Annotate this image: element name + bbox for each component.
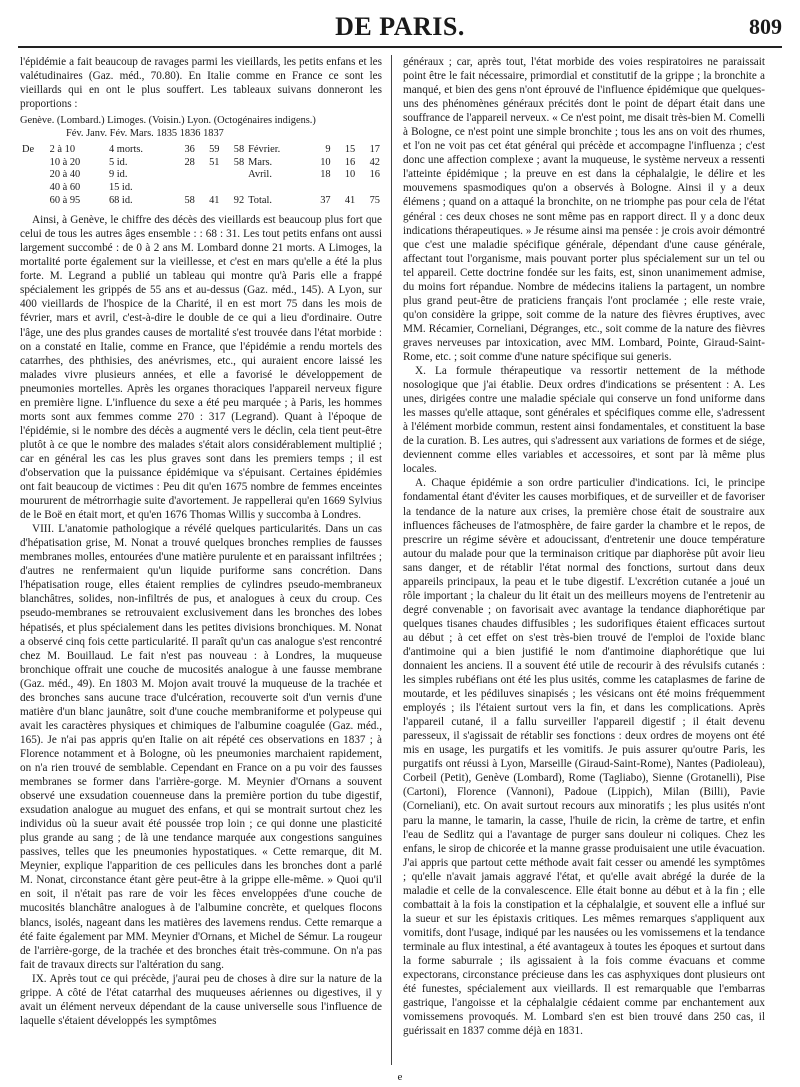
table-cell: 4 morts. <box>108 144 143 156</box>
table-cell: 58 <box>233 144 245 156</box>
indications-paragraph: A. Chaque épidémie a son ordre particulier d'indications. Ici, le principe fondamental étant d'éviter les causes morbifiques, et de surveiller et de favoriser la tendance de la nature aux crises, la première chose était de soustraire aux influences fâcheuses de l'atmosphère, de faire garder la chambre et le repos, de prescrire un régime sévère et adoucissant, d'entretenir une douce température autour du malade pour que la terminaison critique par diaphorèse pût avoir lieu sans danger, et de rétablir l'état normal des fonctions, surtout dans deux appareils principaux, la peau et le tube digestif. L'excrétion cutanée a joué un rôle important ; la chaleur du lit était un des meilleurs moyens de l'entretenir au degré convenable ; on favorisait avec avantage la tendance diaphorétique par quelques tisanes chaudes diffusibles ; les sudorifiques étaient efficaces surtout au début ; à cet effet on s'est très-bien trouvé de l'emploi de l'oxide blanc d'antimoine qui a bien justifié le nom d'antimoine diaphorétique que lui donnaient les anciens. Il a souvent été utile de recourir à des révulsifs cutanés : les simples rubéfians ont été les plus usités, comme les cataplasmes de farine de moutarde, et les pédiluves sinapisés ; les vésicans ont été moins fréquemment employés ; ils l'étaient surtout vers la fin, et dans les complications. Après l'appareil cutané, il a fallu surveiller l'appareil digestif ; il était devenu paresseux, il s'agissait de rétablir ses fonctions : deux ordres de moyens ont été mis en usage, les purgatifs et les vomitifs. Je puis assurer qu'outre Paris, les purgatifs ont réussi à Lyon, Marseille (Giraud-Saint-Rome), Nantes (Padioleau), Corbeil (Petit), Genève (Lombard), Rome (Tagliabo), Sienne (Grotanelli), Pise (Cartoni), Florence (Vannoni), Padoue (Lippich), Milan (Billi), Pavie (Corneliani), etc. On avait surtout recours aux minoratifs ; les plus usités n'ont paru la manne, le tamarin, la casse, l'huile de ricin, la crème de tartre, et enfin l'eau de Sedlitz qui a l'avantage de purger sans douleur ni coliques. Chez les enfans, le sirop de chicorée et la manne grasse produisaient une utile évacuation. J'ai appris que partout cette méthode avait fait cesser ou amendé les symptômes ; qu'elle n'avait jamais aggravé l'état, et qu'elle avait abrégé la durée de la maladie et celle de la convalescence. Elle était bonne au début et à la fin ; elle combattait à la fois la constipation et la céphalalgie, et souvent elle a influé sur la sueur et sur les épistaxis critiques. Les mêmes remarques s'appliquent aux vomitifs, dont l'usage, indiqué par les nausées ou les vomissemens et la tendance terminale au flux intestinal, a été avantageux à toutes les époques et surtout dans la forme saburrale ; ils agissaient à la fois comme évacuans et comme expectorans, circonstance précieuse dans les cas asphyxiques dont plusieurs ont été funestes, spécialement aux vieillards. Il est remarquable que l'embarras gastrique, l'angoisse et la céphalalgie cédaient comme par enchantement aux vomissemens provoqués. M. Lombard s'en est bien trouvé dans 250 cas, il guérissait en 1837 comme déjà en 1831. <box>403 477 765 1038</box>
table-row <box>20 157 382 170</box>
table-cell: 20 à 40 <box>49 169 81 181</box>
table-cell: Total. <box>248 194 272 206</box>
table-cell <box>20 169 48 182</box>
table-cell: 9 <box>325 144 331 156</box>
table-cell: 9 id. <box>108 169 128 181</box>
page-header <box>18 10 782 46</box>
section-x-paragraph: X. La formule thérapeutique va ressortir nettement de la méthode nosologique que j'ai établie. Deux ordres d'indications se présentent : A. Les unes, dirigées contre une maladie spéciale qui conserve un fond uniforme dans les masses qu'elle attaque, sont générales et spécifiques comme elle, s'adressent à l'élément morbide commun, restent ainsi fondamentales, et constituent la base de la curation. B. Les autres, qui s'adressent aux variations de formes et de siége, deviennent comme elles variables et accessoires, et sont par là même plus locales. <box>403 365 765 476</box>
table-cell <box>20 182 48 195</box>
table-cell: 92 <box>233 194 245 206</box>
table-cell: 58 <box>184 194 195 206</box>
running-title: DE PARIS. <box>335 12 465 41</box>
table-cell: De <box>22 144 35 156</box>
table-cell: 41 <box>209 194 220 206</box>
table-cell: 42 <box>369 156 380 168</box>
stats-table-header: Genève. (Lombard.) Limoges. (Voisin.) Lyon. (Octogénaires indigens.) <box>20 115 316 127</box>
right-paragraph-1: généraux ; car, après tout, l'état morbide des voies respiratoires ne paraissait point être le fait nécessaire, primordial et constitutif de la grippe ; la bronchite a manqué, et bien des gens n'ont éprouvé de l'influence épidémique que quelques-uns des phénomènes généraux précités dont le point de départ était dans une souffrance de l'appareil nerveux. « Ce n'est point, me disait très-bien M. Comelli à Bologne, ce n'est point une simple bronchite ; tous les ans on voit des rhumes, et l'on ne voit pas cet état général qui précède et accompagne l'influenza ; c'est donc une affection complexe ; avant la muqueuse, le système nerveux a ressenti l'atteinte épidémique ; la preuve en est dans la céphalalgie, le délire et les mouvemens spasmodiques qu'on a observés à Bologne. Ainsi il y a deux élémens ; quand on a attaqué la bronchite, on ne triomphe pas pour cela de l'état général : ces deux choses ne sont même pas en rapport direct. Il y a donc deux indications thérapeutiques. » Je résume ainsi ma pensée : je crois avoir démontré que c'est une maladie spécifique générale, dépendant d'une cause générale, affectant tout l'organisme, mais pouvant porter plus spécialement sur un tel ou tel appareil. Cette doctrine fondée sur les faits, est, sinon unanimement admise, du moins fort répandue. Nombre de médecins italiens la partagent, un nombre plus grand peut-être de praticiens français l'ont proclamée ; elle reste vraie, qu'on considère la grippe, soit comme de la nature des fièvres éruptives, avec MM. Récamier, Corneliani, Dégranges, etc., soit comme de la nature des fièvres graves nerveuses par intoxication, avec MM. Lombard, Pointe, Giraud-Saint-Rome, etc. ; soit comme d'une nature spécifique sui generis. <box>403 56 765 363</box>
column-divider <box>391 55 392 1065</box>
signature-mark: e <box>397 1071 403 1083</box>
table-cell: 15 <box>344 144 356 156</box>
table-cell: 10 <box>320 156 331 168</box>
table-cell: 17 <box>369 144 380 156</box>
table-cell: 51 <box>209 156 220 168</box>
table-row <box>20 144 382 157</box>
mortality-table <box>20 144 382 207</box>
table-cell: 10 à 20 <box>49 156 81 168</box>
table-cell: 15 id. <box>108 181 133 193</box>
table-cell <box>172 169 197 182</box>
table-cell: 41 <box>344 194 356 206</box>
table-cell: 16 <box>344 156 356 168</box>
page-number: 809 <box>749 14 782 39</box>
right-column <box>403 55 765 1065</box>
table-row <box>20 195 382 208</box>
left-paragraph-1: l'épidémie a fait beaucoup de ravages parmi les vieillards, les petits enfans et les valétudinaires (Gaz. méd., 70.80). En Italie comme en France ce sont les vieillards qui en ont le plus souffert. Les tableaux suivans donneront les proportions : <box>20 56 382 111</box>
table-cell <box>222 169 247 182</box>
table-row <box>20 182 382 195</box>
table-cell: 59 <box>209 144 220 156</box>
table-cell: 18 <box>320 169 331 181</box>
table-cell: 68 id. <box>108 194 133 206</box>
table-cell: Février. <box>248 144 281 156</box>
table-cell: 37 <box>320 194 331 206</box>
table-cell: 16 <box>369 169 380 181</box>
left-paragraph-2: Ainsi, à Genève, le chiffre des décès des vieillards est beaucoup plus fort que celui de tous les autres âges ensemble : : 68 : 31. Les tout petits enfans ont aussi largement succombé : de 0 à 2 ans M. Lombard donne 21 morts. A Limoges, la mortalité porte également sur la vieillesse, et c'est en mars qu'elle a été la plus forte. M. Legrand a publié un tableau qui montre qu'à Paris elle a frappé spécialement les grippés de 55 ans et au-dessus (Gaz. méd., 145). A Lyon, sur 400 vieillards de l'hospice de la Charité, il en est mort 75 dans les mois de février, mars et avril, c'est-à-dire le double de ce qui a lieu d'ordinaire. Outre l'âge, une des plus grandes causes de mortalité s'est trouvée dans l'état morbide : on a constaté en Italie, comme en France, que l'épidémie a rendu mortels des catarrhes, des phthisies, des anévrismes, etc., qui auraient encore laissé les malades vivre plusieurs années, et elle a favorisé le développement de pneumonies mortelles. Après les organes thoraciques l'appareil nerveux figure en première ligne. L'influence du sexe a été peu marquée ; à Paris, les hommes morts sont aux femmes comme 270 : 317 (Legrand). Quant à l'époque de l'épidémie, si le nombre des décès a augmenté vers le déclin, cela tient peut-être plutôt à ce que le nombre des malades s'était alors considérablement multiplié ; car en général les cas les plus graves sont dans les premiers temps ; il est d'observation que la puissance épidémique va s'épuisant. Certaines épidémies ont fait beaucoup de victimes : Peu dit qu'en 1675 nombre de femmes enceintes moururent de métrorrhagie suite d'avortement. Je rappellerai qu'en 1669 Sylvius de le Boë en était mort, et qu'en 1676 Thomas Willis y succomba à Londres. <box>20 214 382 522</box>
table-row <box>20 169 382 182</box>
table-cell: Mars. <box>248 156 273 168</box>
table-cell: 5 id. <box>108 156 128 168</box>
table-cell <box>172 182 197 195</box>
table-cell: 40 à 60 <box>49 181 81 193</box>
table-cell <box>222 182 247 195</box>
table-cell <box>246 182 308 195</box>
section-viii-paragraph: VIII. L'anatomie pathologique a révélé quelques particularités. Dans un cas d'hépatisation grise, M. Nonat a trouvé quelques bronches remplies de fausses membranes molles, entourées d'une matière purulente et en paraissant infiltrées ; d'autres ne renfermaient qu'un liquide puriforme sans concrétion. Dans l'hépatisation rouge, elles étaient remplies de cylindres pseudo-membraneux blanchâtres, solides, non-infiltrés de pus, et analogues à ceux du croup. Ces pseudo-membranes se retrouvaient exclusivement dans les bronches des lobes hépatisés, et plus spécialement dans les petites divisions bronchiques. M. Nonat a observé cinq fois cette particularité. Il paraît qu'un cas analogue s'est rencontré chez M. Bouillaud. Le fait n'est pas nouveau : à Londres, la muqueuse bronchique offrait une couche de mucosités analogue à une fausse membrane (Gaz. méd., 49). En 1803 M. Mojon avait trouvé la muqueuse de la trachée et des bronches sans aucune trace d'ulcération, recouverte soit d'un vernis d'une matière d'un blanc jaunâtre, soit d'une couche membraniforme et polypeuse qui avait les caractères physiques et chimiques de l'albumine coagulée (Gaz. méd., 165). Je n'ai pas appris qu'en Italie on ait répété ces observations en 1837 ; à Florence notamment et à Bologne, où les pneumonies marchaient rapidement, on n'a rien trouvé de semblable. Cependant en France on a pu voir des fausses membranes se former dans l'arrière-gorge. M. Meynier d'Ornans a souvent observé une exsudation couenneuse dans la première portion du tube digestif, exsudation analogue au muguet des enfans, et qui se montrait surtout chez les individus où la sueur avait été poussée trop loin ; ce qui donne une plasticité plus grande au sang ; de là une tendance marquée aux congestions sanguines passives, telles que les pneumonies hypostatiques. « Cette remarque, dit M. Meynier, explique l'apparition de ces pellicules dans les bronches dont a parlé M. Nonat, circonstance étant gère peut-être à la grippe elle-même. » Quoi qu'il en soit, il n'était pas rare de voir les fèces enveloppées d'une couche de mucosités blanchâtre analogues à de l'albumine concrète, et quelques flocons blancs, isolés, nageant dans les matières des lavemens rendus. Cette remarque a été faite également par MM. Meynier d'Ornans, et Michel de Sémur. La rougeur de l'arrière-gorge, de la trachée et des bronches était très-commune. On n'a pas fait de travaux directs sur l'altération du sang. <box>20 523 382 971</box>
table-cell <box>357 182 382 195</box>
section-ix-paragraph: IX. Après tout ce qui précède, j'aurai peu de choses à dire sur la nature de la grippe. A côté de l'état catarrhal des muqueuses aériennes ou digestives, il y avait un élément nerveux dépendant de la cause universelle sous l'influence de laquelle s'étaient développés les symptômes <box>20 972 382 1027</box>
table-cell: 10 <box>344 169 356 181</box>
header-rule <box>18 46 782 48</box>
mortality-table-body <box>20 144 382 207</box>
table-cell <box>333 182 358 195</box>
table-cell: 36 <box>184 144 195 156</box>
left-column <box>20 55 382 1065</box>
table-cell: 60 à 95 <box>49 194 81 206</box>
table-cell: 2 à 10 <box>49 144 76 156</box>
table-cell: 75 <box>369 194 380 206</box>
table-cell <box>308 182 333 195</box>
table-cell <box>20 195 48 208</box>
table-cell <box>20 157 48 170</box>
table-cell <box>197 169 222 182</box>
table-cell: 28 <box>184 156 195 168</box>
table-cell: Avril. <box>248 169 272 181</box>
table-cell: 58 <box>233 156 245 168</box>
stats-table-subheader: Fév. Janv. Fév. Mars. 1835 1836 1837 <box>66 128 224 140</box>
table-cell <box>197 182 222 195</box>
